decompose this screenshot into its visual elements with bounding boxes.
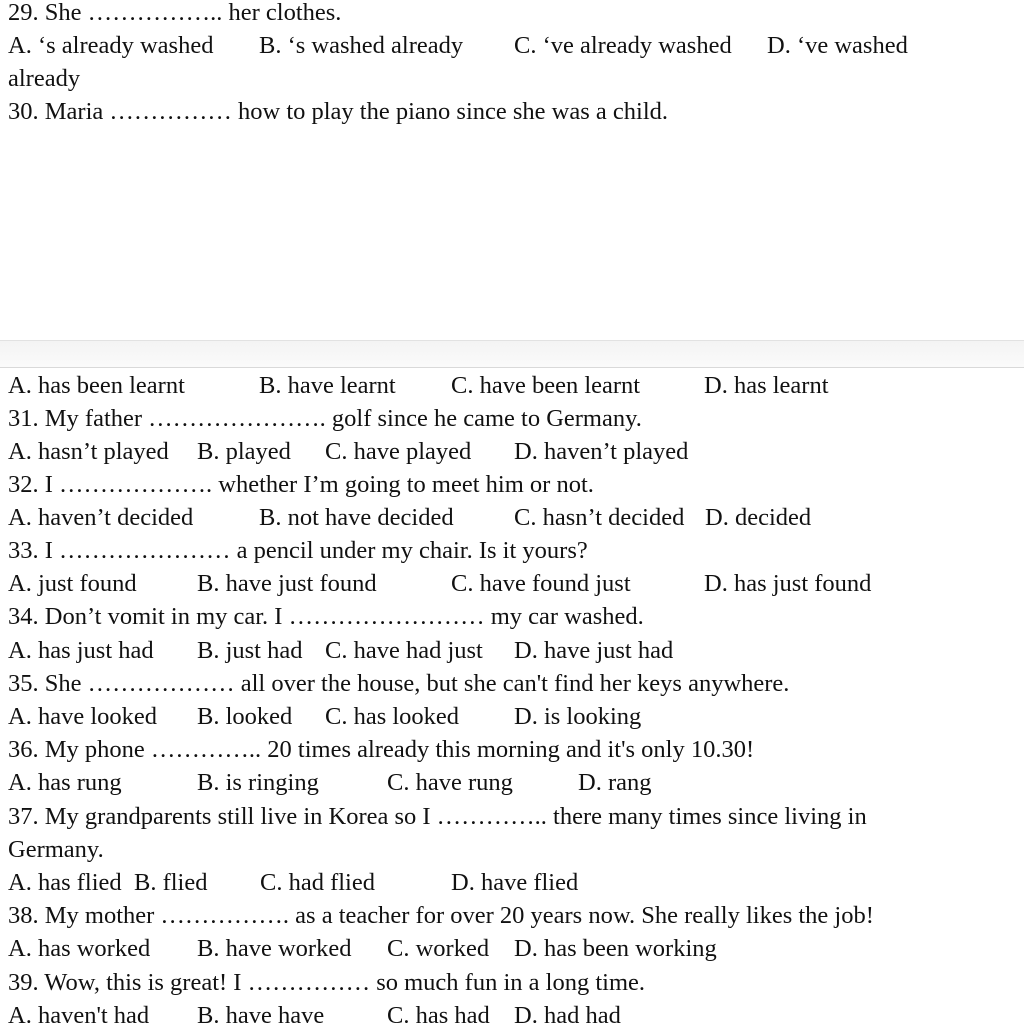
question-36-option-b: B. is ringing bbox=[197, 769, 319, 796]
question-32-option-b: B. not have decided bbox=[259, 504, 454, 531]
question-29-option-b: B. ‘s washed already bbox=[259, 32, 464, 59]
question-31-option-b: B. played bbox=[197, 438, 291, 465]
question-31-option-a: A. hasn’t played bbox=[8, 438, 169, 465]
question-37-option-b: B. flied bbox=[134, 869, 208, 896]
question-31-option-d: D. haven’t played bbox=[514, 438, 689, 465]
question-33-option-b: B. have just found bbox=[197, 570, 377, 597]
question-29-option-d-continued: already bbox=[8, 65, 81, 92]
question-34-option-b: B. just had bbox=[197, 637, 303, 664]
question-31-option-c: C. have played bbox=[325, 438, 472, 465]
question-37-option-d: D. have flied bbox=[451, 869, 579, 896]
question-38-stem: 38. My mother ……………. as a teacher for over 20 years now. She really likes the job! bbox=[8, 902, 874, 929]
question-29-stem: 29. She …………….. her clothes. bbox=[8, 0, 342, 26]
question-30-option-b: B. have learnt bbox=[259, 372, 396, 399]
question-30-option-c: C. have been learnt bbox=[451, 372, 641, 399]
question-29-option-c: C. ‘ve already washed bbox=[514, 32, 732, 59]
question-35-option-c: C. has looked bbox=[325, 703, 460, 730]
question-37-stem: 37. My grandparents still live in Korea so I ………….. there many times since living in bbox=[8, 803, 867, 830]
question-29-option-a: A. ‘s already washed bbox=[8, 32, 214, 59]
question-34-option-d: D. have just had bbox=[514, 637, 674, 664]
question-39-option-a: A. haven't had bbox=[8, 1002, 150, 1029]
question-31-stem: 31. My father …………………. golf since he came to Germany. bbox=[8, 405, 642, 432]
question-30-option-d: D. has learnt bbox=[704, 372, 829, 399]
question-33-option-d: D. has just found bbox=[704, 570, 872, 597]
question-29-option-d: D. ‘ve washed bbox=[767, 32, 908, 59]
question-36-option-c: C. have rung bbox=[387, 769, 513, 796]
page-break-divider bbox=[0, 340, 1024, 368]
question-34-option-c: C. have had just bbox=[325, 637, 483, 664]
question-36-option-a: A. has rung bbox=[8, 769, 122, 796]
question-32-option-a: A. haven’t decided bbox=[8, 504, 194, 531]
question-32-option-c: C. hasn’t decided bbox=[514, 504, 685, 531]
question-38-option-a: A. has worked bbox=[8, 935, 151, 962]
question-35-option-d: D. is looking bbox=[514, 703, 642, 730]
question-35-option-a: A. have looked bbox=[8, 703, 157, 730]
question-35-option-b: B. looked bbox=[197, 703, 293, 730]
question-36-option-d: D. rang bbox=[578, 769, 652, 796]
question-38-option-b: B. have worked bbox=[197, 935, 352, 962]
question-39-option-c: C. has had bbox=[387, 1002, 490, 1029]
question-30-option-a: A. has been learnt bbox=[8, 372, 185, 399]
question-33-option-a: A. just found bbox=[8, 570, 137, 597]
question-39-stem: 39. Wow, this is great! I …………… so much fun in a long time. bbox=[8, 969, 645, 996]
question-39-option-b: B. have have bbox=[197, 1002, 325, 1029]
question-33-option-c: C. have found just bbox=[451, 570, 631, 597]
question-34-option-a: A. has just had bbox=[8, 637, 154, 664]
question-37-option-c: C. had flied bbox=[260, 869, 375, 896]
question-37-option-a: A. has flied bbox=[8, 869, 122, 896]
question-36-stem: 36. My phone ………….. 20 times already this morning and it's only 10.30! bbox=[8, 736, 755, 763]
question-34-stem: 34. Don’t vomit in my car. I …………………… my car washed. bbox=[8, 603, 644, 630]
question-30-stem: 30. Maria …………… how to play the piano since she was a child. bbox=[8, 98, 669, 125]
question-38-option-d: D. has been working bbox=[514, 935, 717, 962]
question-33-stem: 33. I ………………… a pencil under my chair. Is it yours? bbox=[8, 537, 588, 564]
question-32-option-d: D. decided bbox=[705, 504, 812, 531]
question-32-stem: 32. I ………………. whether I’m going to meet him or not. bbox=[8, 471, 594, 498]
question-35-stem: 35. She ……………… all over the house, but she can't find her keys anywhere. bbox=[8, 670, 790, 697]
question-39-option-d: D. had had bbox=[514, 1002, 621, 1029]
question-38-option-c: C. worked bbox=[387, 935, 490, 962]
question-37-stem-continued: Germany. bbox=[8, 836, 104, 863]
